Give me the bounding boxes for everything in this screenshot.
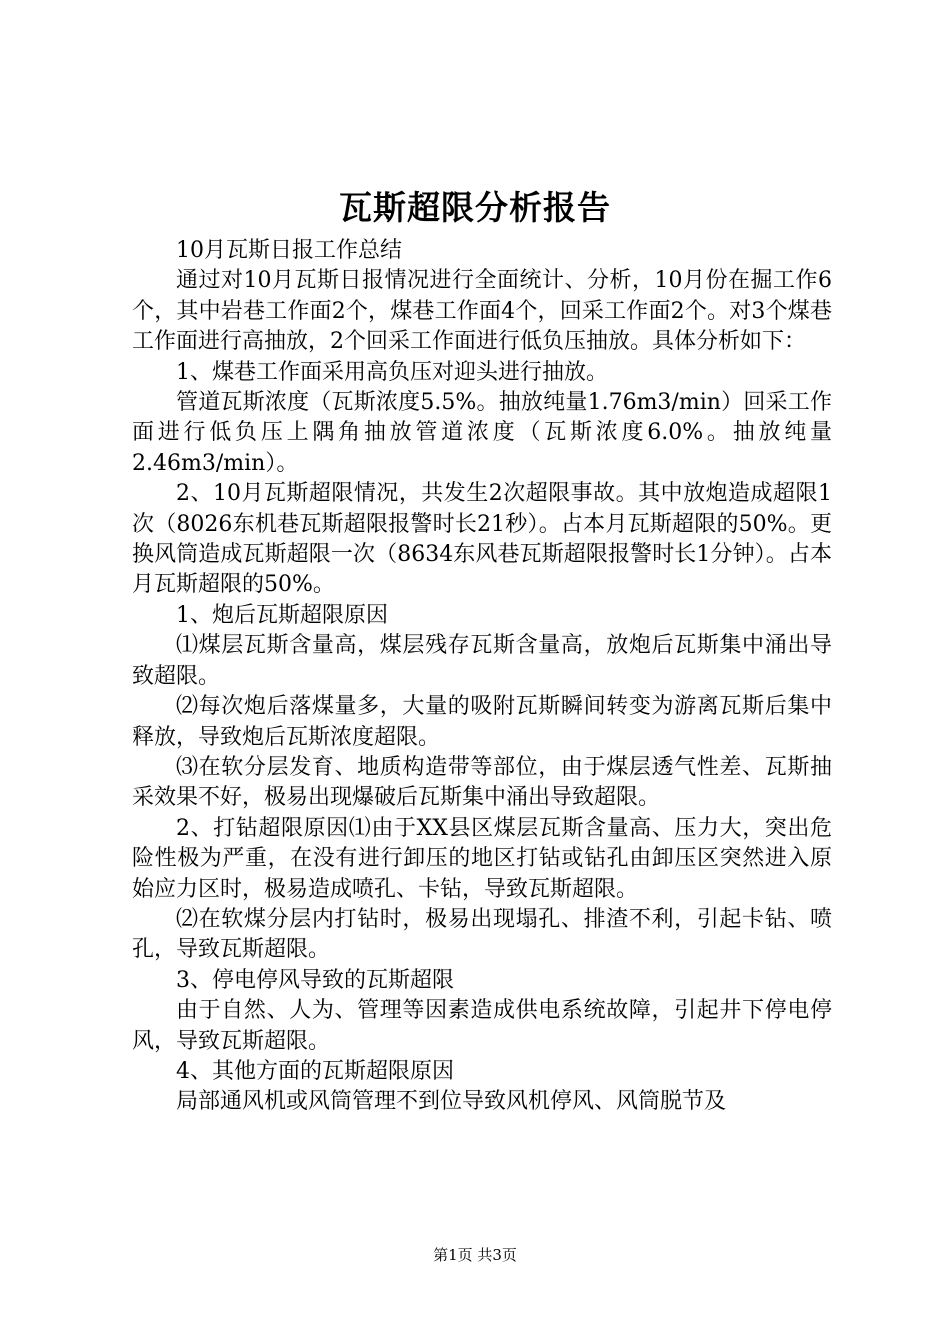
paragraph-14: 4、其他方面的瓦斯超限原因	[176, 1058, 454, 1084]
paragraph-2: 通过对10月瓦斯日报情况进行全面统计、分析，10月份在掘工作6个，其中岩巷工作面2个，煤巷工作面4个，回采工作面2个。对3个煤巷工作面进行高抽放，2个回采工作面进行低负压抽放。具体分析如下：	[132, 268, 832, 355]
paragraph-12: 3、停电停风导致的瓦斯超限	[176, 967, 454, 993]
paragraph-1: 10月瓦斯日报工作总结	[176, 238, 402, 263]
document-body	[132, 236, 832, 1118]
paragraph-11: ⑵在软煤分层内打钻时，极易出现塌孔、排渣不利，引起卡钻、喷孔，导致瓦斯超限。	[132, 906, 832, 963]
paragraph-9: ⑶在软分层发育、地质构造带等部位，由于煤层透气性差、瓦斯抽采效果不好，极易出现爆破后瓦斯集中涌出导致超限。	[132, 754, 832, 811]
paragraph-10: 2、打钻超限原因⑴由于XX县区煤层瓦斯含量高、压力大，突出危险性极为严重，在没有进行卸压的地区打钻或钻孔由卸压区突然进入原始应力区时，极易造成喷孔、卡钻，导致瓦斯超限。	[132, 815, 832, 902]
paragraph-15: 局部通风机或风筒管理不到位导致风机停风、风筒脱节及	[176, 1089, 727, 1115]
paragraph-8: ⑵每次炮后落煤量多，大量的吸附瓦斯瞬间转变为游离瓦斯后集中释放，导致炮后瓦斯浓度超限。	[132, 694, 832, 750]
paragraph-5: 2、10月瓦斯超限情况，共发生2次超限事故。其中放炮造成超限1次（8026东机巷瓦斯超限报警时长21秒）。占本月瓦斯超限的50%。更换风筒造成瓦斯超限一次（8634东风巷瓦斯超限报警时长1分钟）。占本月瓦斯超限的50%。	[132, 481, 832, 598]
paragraph-6: 1、炮后瓦斯超限原因	[176, 602, 388, 628]
page-footer: 第1页 共3页	[433, 1246, 517, 1264]
paragraph-3: 1、煤巷工作面采用高负压对迎头进行抽放。	[176, 359, 608, 385]
document-title: 瓦斯超限分析报告	[339, 188, 611, 227]
paragraph-13: 由于自然、人为、管理等因素造成供电系统故障，引起井下停电停风，导致瓦斯超限。	[132, 998, 832, 1054]
paragraph-7: ⑴煤层瓦斯含量高，煤层残存瓦斯含量高，放炮后瓦斯集中涌出导致超限。	[132, 633, 832, 689]
paragraph-4: 管道瓦斯浓度（瓦斯浓度5.5%。抽放纯量1.76m3/min）回采工作面进行低负压上隅角抽放管道浓度（瓦斯浓度6.0%。抽放纯量2.46m3/min）。	[132, 390, 832, 476]
